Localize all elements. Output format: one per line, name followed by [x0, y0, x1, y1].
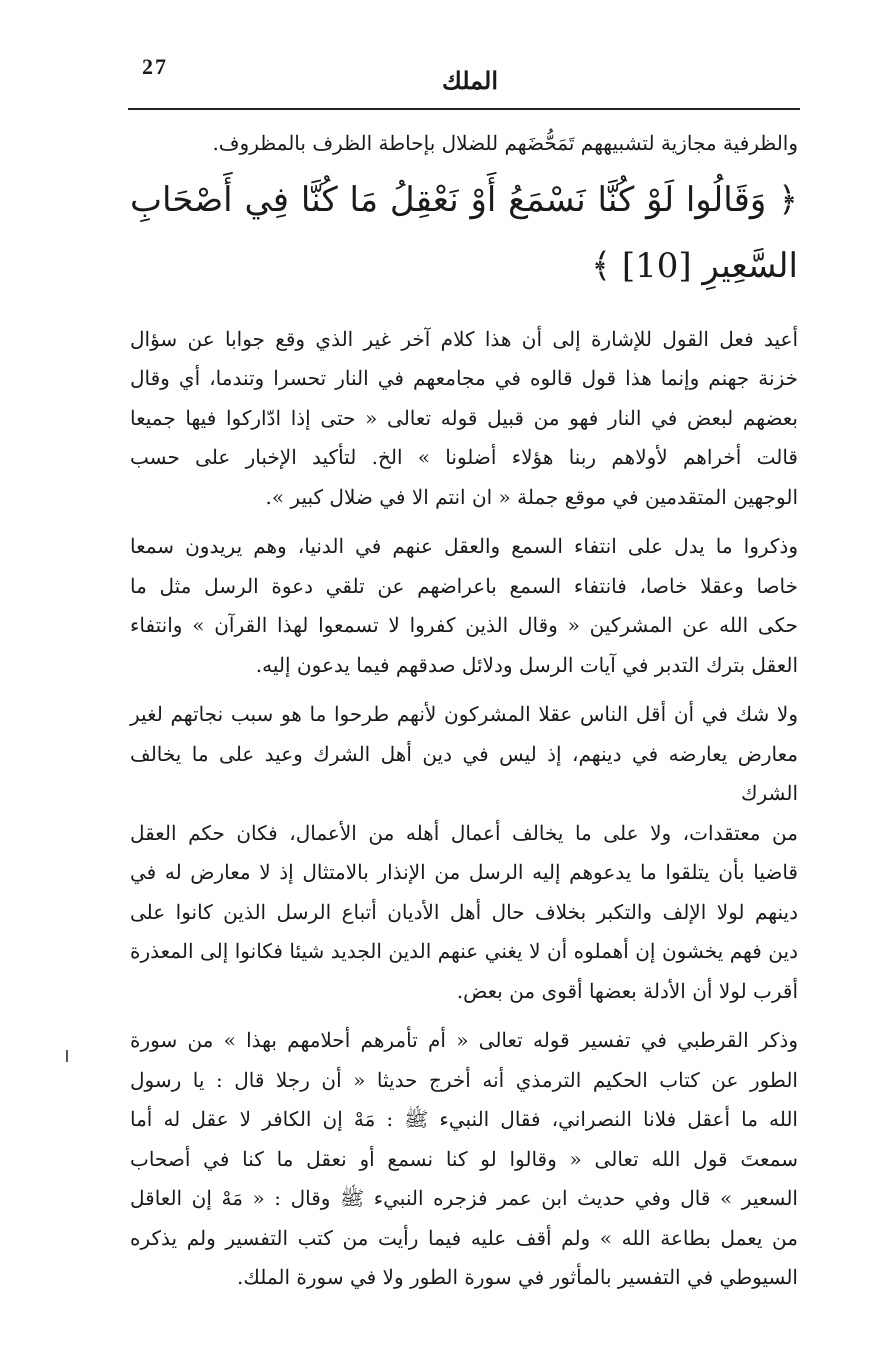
paragraph-line: دينهم لولا الإلف والتكبر بخلاف حال أهل الأديان أتباع الرسل الذين كانوا على: [130, 899, 798, 924]
paragraph-line: وذكر القرطبي في تفسير قوله تعالى « أم تأمرهم أحلامهم بهذا » من سورة: [130, 1028, 798, 1052]
paragraph-line: الوجهين المتقدمين في موقع جملة « ان انتم الا في ضلال كبير ».: [265, 484, 798, 509]
paragraph: [130, 695, 798, 1011]
paragraph-line: خاصا وعقلا خاصا، فانتفاء السمع باعراضهم عن تلقي دعوة الرسل مثل ما: [130, 573, 798, 598]
paragraph-line: من يعمل بطاعة الله » ولم أقف عليه فيما رأيت من كتب التفسير ولم يذكره: [130, 1225, 798, 1250]
paragraph-line: ولا شك في أن أقل الناس عقلا المشركون لأنهم طرحوا ما هو سبب نجاتهم لغير: [130, 702, 798, 726]
paragraph-line: العقل بترك التدبر في آيات الرسل ودلائل صدقهم فيما يدعون إليه.: [255, 652, 798, 677]
paragraph: [130, 320, 798, 518]
paragraph-line: سمعتَ قول الله تعالى « وقالوا لو كنا نسمع أو نعقل ما كنا في أصحاب: [130, 1146, 798, 1171]
paragraph: [130, 1021, 798, 1298]
paragraph-line: قاضيا بأن يتلقوا ما يدعوهم إليه الرسل من الإنذار بالامتثال إذ لا معارض له في: [130, 860, 798, 884]
margin-mark: [66, 1050, 68, 1062]
intro-line: والظرفية مجازية لتشبيههم تَمَحُّضَهم للضلال بإحاطة الظرف بالمظروف.: [212, 131, 798, 155]
paragraph-line: حكى الله عن المشركين « وقال الذين كفروا لا تسمعوا لهذا القرآن » وانتفاء: [130, 613, 798, 637]
commentary-paragraphs: [130, 320, 798, 1298]
paragraph-line: الطور عن كتاب الحكيم الترمذي أنه أخرج حديثا « أن رجلا قال : يا رسول: [130, 1067, 798, 1092]
page-body: [130, 124, 798, 1308]
paragraph-line: الله ما أعقل فلانا النصراني، فقال النبيء ﷺ : مَهْ إن الكافر لا عقل له أما: [130, 1107, 798, 1131]
paragraph-line: قالت أخراهم لأولاهم ربنا هؤلاء أضلونا » الخ. لتأكيد الإخبار على حسب: [130, 445, 798, 469]
quran-verse-line-2: السَّعِيرِ [10] ﴾: [591, 245, 798, 286]
running-header-surah-title: الملك: [441, 66, 499, 95]
paragraph-line: السعير » قال وفي حديث ابن عمر فزجره النبيء ﷺ وقال : « مَهْ إن العاقل: [130, 1186, 798, 1210]
paragraph: [130, 527, 798, 685]
paragraph-line: معارض يعارضه في دينهم، إذ ليس في دين أهل الشرك وعيد على ما يخالف الشرك: [130, 741, 798, 805]
header-divider: [128, 108, 800, 110]
paragraph-line: خزنة جهنم وإنما هذا قول قالوه في مجامعهم في النار تحسرا وتندما، أي وقال: [130, 366, 798, 390]
paragraph-line: من معتقدات، ولا على ما يخالف أعمال أهله من الأعمال، فكان حكم العقل: [130, 820, 798, 845]
paragraph-line: أقرب لولا أن الأدلة بعضها أقوى من بعض.: [456, 978, 798, 1003]
paragraph-line: بعضهم لبعض في النار فهو من قبيل قوله تعالى « حتى إذا ادّاركوا فيها جميعا: [130, 405, 798, 430]
paragraph-line: وذكروا ما يدل على انتفاء السمع والعقل عنهم في الدنيا، وهم يريدون سمعا: [130, 534, 798, 558]
paragraph-line: أعيد فعل القول للإشارة إلى أن هذا كلام آخر غير الذي وقع جوابا عن سؤال: [130, 326, 798, 351]
quran-verse-line-1: ﴿ وَقَالُوا لَوْ كُنَّا نَسْمَعُ أَوْ نَعْقِلُ مَا كُنَّا فِي أَصْحَابِ: [130, 179, 799, 220]
page-number: 27: [142, 54, 168, 79]
paragraph-line: السيوطي في التفسير بالمأثور في سورة الطور ولا في سورة الملك.: [236, 1265, 798, 1289]
paragraph-line: دين فهم يخشون إن أهملوه أن لا يغني عنهم الدين الجديد شيئا فكانوا إلى المعذرة: [130, 939, 798, 963]
